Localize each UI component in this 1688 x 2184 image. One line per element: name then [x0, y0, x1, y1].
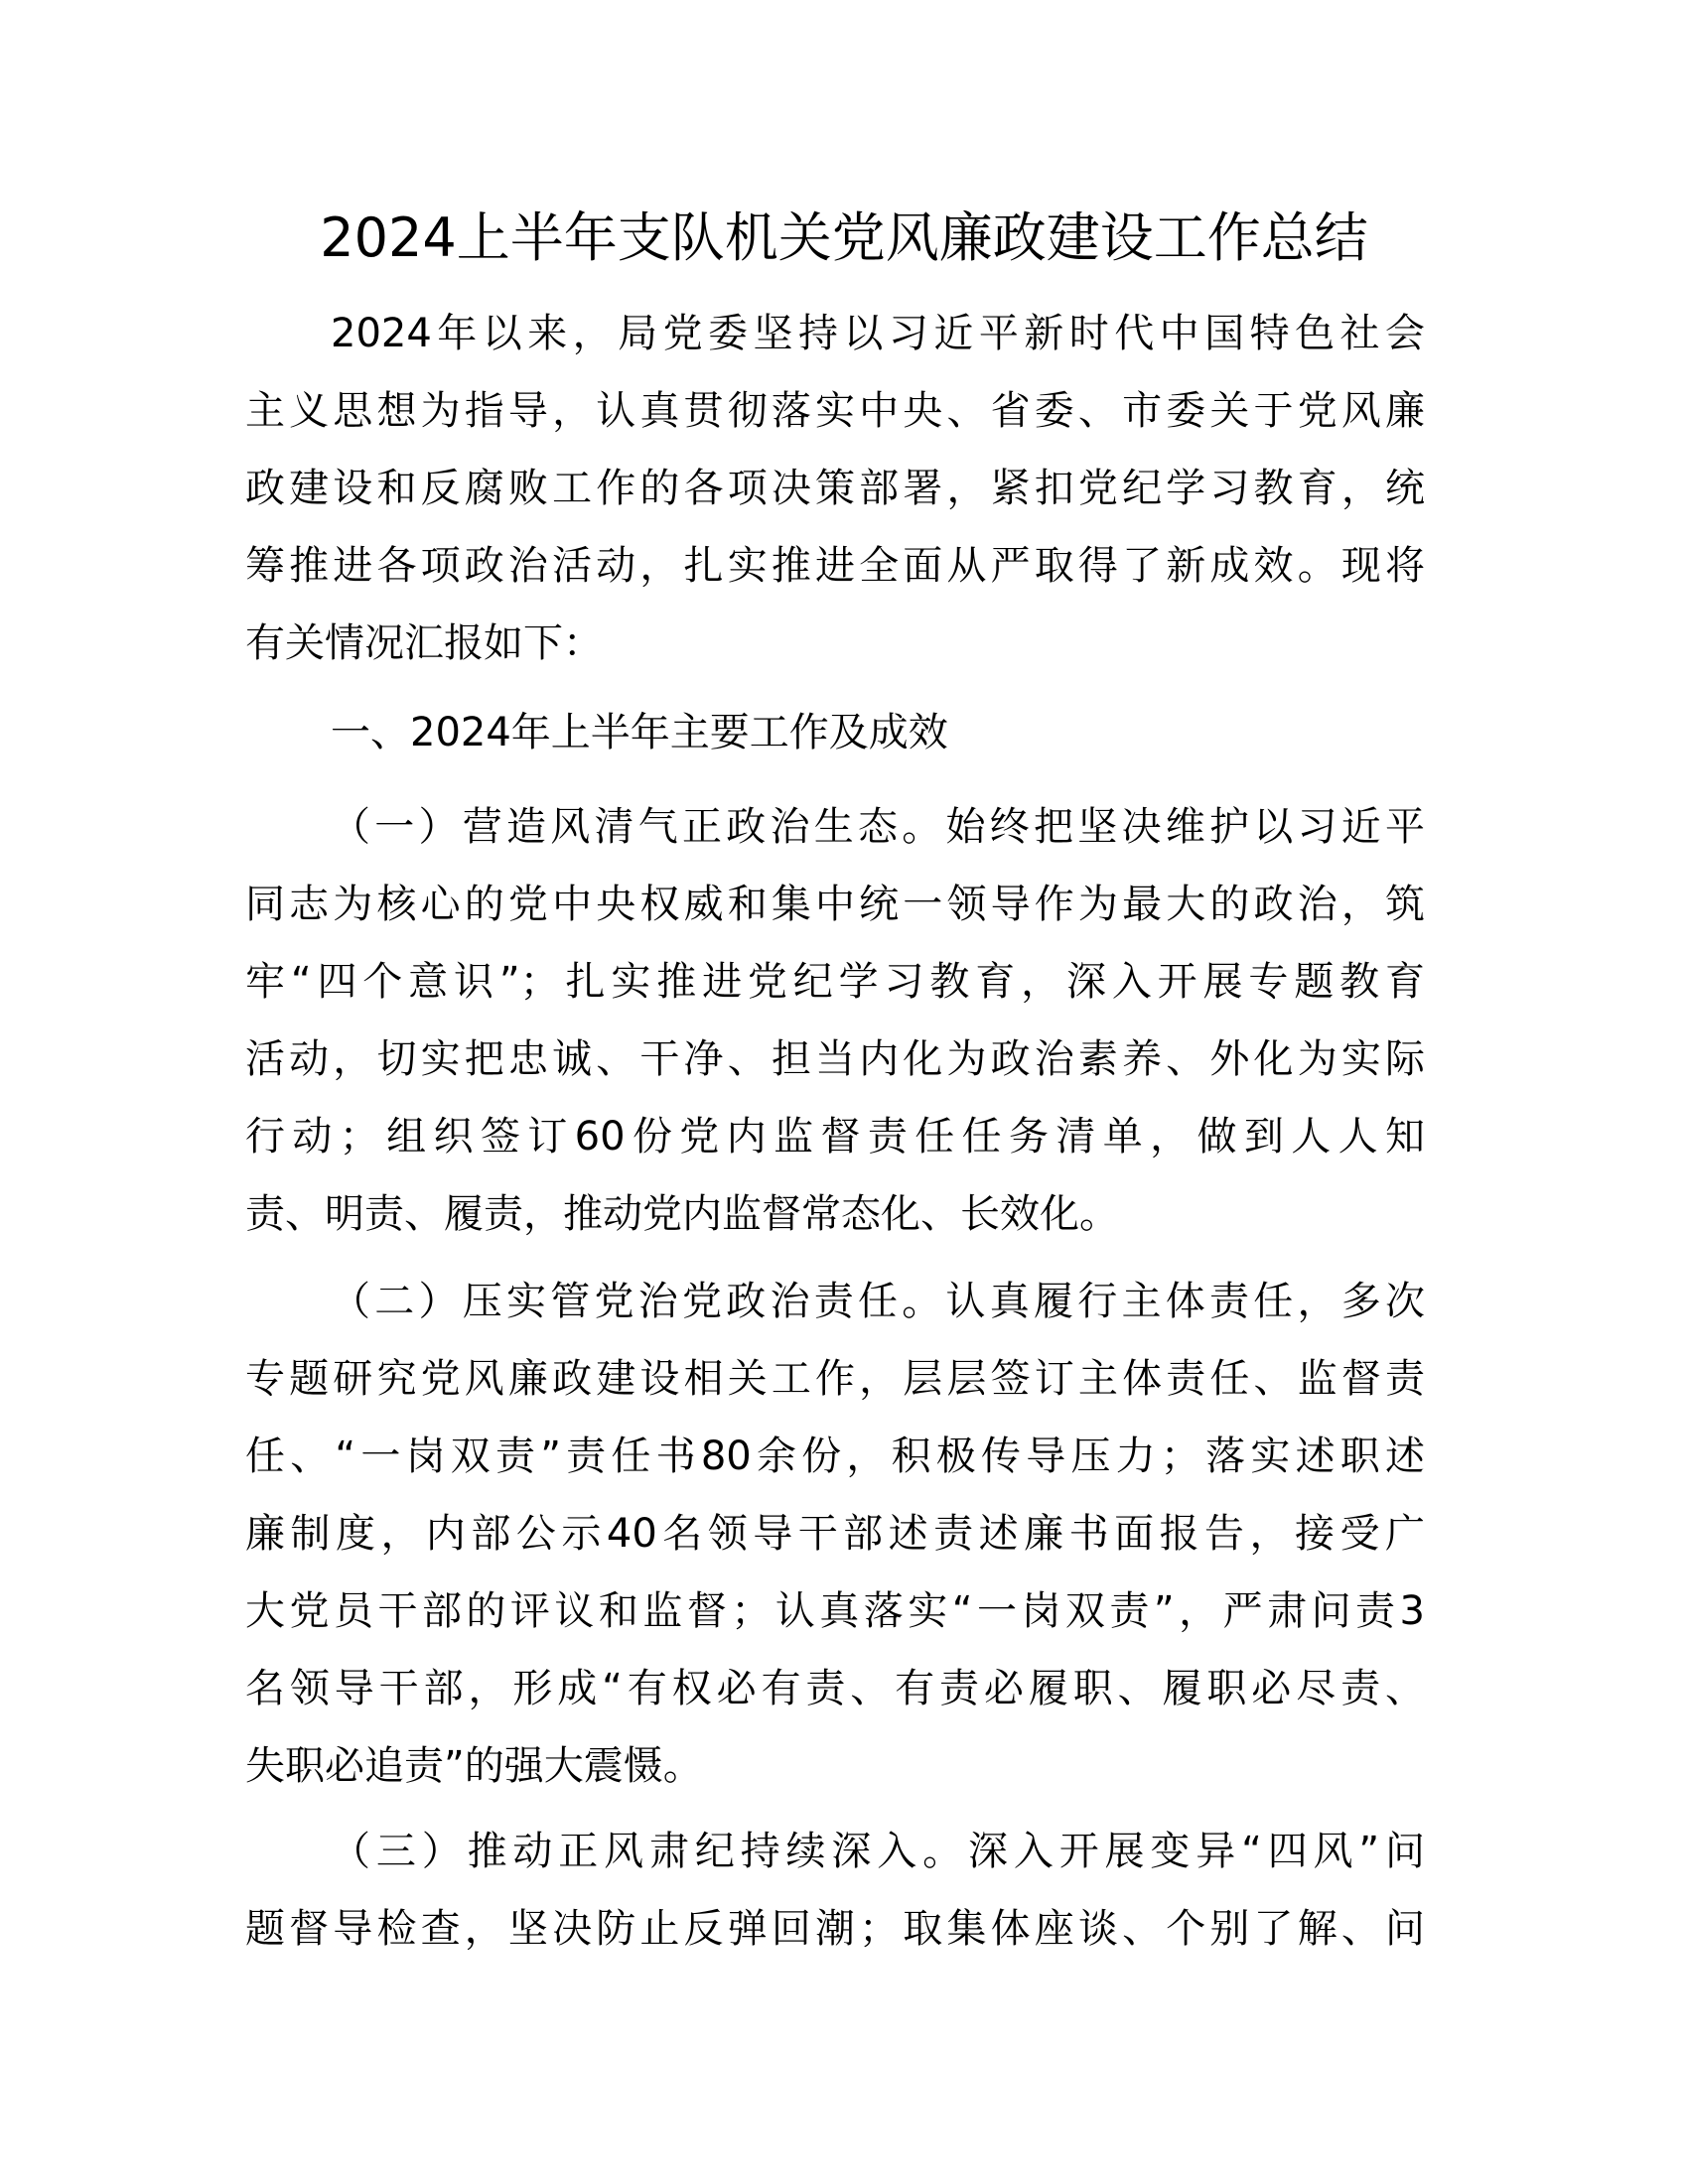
text-line: 责、明责、履责，推动党内监督常态化、长效化。	[245, 1191, 1119, 1237]
text-line: （三）推动正风肃纪持续深入。深入开展变异“四风”问	[331, 1829, 1425, 1874]
text-line: 大党员干部的评议和监督；认真落实“一岗双责”，严肃问责3	[245, 1588, 1425, 1634]
text-line: 牢“四个意识”；扎实推进党纪学习教育，深入开展专题教育	[245, 959, 1425, 1005]
text-line: 有关情况汇报如下：	[245, 620, 603, 666]
text-line: 筹推进各项政治活动，扎实推进全面从严取得了新成效。现将	[245, 543, 1425, 589]
text-line: 廉制度，内部公示40名领导干部述责述廉书面报告，接受广	[245, 1511, 1425, 1557]
text-line: 任、“一岗双责”责任书80余份，积极传导压力；落实述职述	[245, 1433, 1425, 1479]
intro-paragraph	[245, 295, 1425, 682]
text-line: 政建设和反腐败工作的各项决策部署，紧扣党纪学习教育，统	[245, 466, 1425, 511]
text-line: 名领导干部，形成“有权必有责、有责必履职、履职必尽责、	[245, 1666, 1425, 1711]
text-line: （二）压实管党治党政治责任。认真履行主体责任，多次	[331, 1279, 1425, 1324]
text-line: （一）营造风清气正政治生态。始终把坚决维护以习近平	[331, 804, 1425, 850]
text-line: 失职必追责”的强大震慑。	[245, 1743, 703, 1789]
text-line: 活动，切实把忠诚、干净、担当内化为政治素养、外化为实际	[245, 1036, 1425, 1082]
subsection-3-paragraph	[245, 1813, 1425, 1968]
text-line: 题督导检查，坚决防止反弹回潮；取集体座谈、个别了解、问	[245, 1906, 1425, 1952]
text-line: 主义思想为指导，认真贯彻落实中央、省委、市委关于党风廉	[245, 388, 1425, 434]
section-heading-1	[245, 694, 1425, 771]
subsection-2-paragraph	[245, 1263, 1425, 1805]
text-line: 一、2024年上半年主要工作及成效	[331, 710, 948, 755]
text-line: 行动；组织签订60份党内监督责任任务清单，做到人人知	[245, 1114, 1425, 1160]
text-line: 同志为核心的党中央权威和集中统一领导作为最大的政治，筑	[245, 882, 1425, 927]
document-title: 2024上半年支队机关党风廉政建设工作总结	[320, 206, 1368, 269]
text-line: 2024年以来，局党委坚持以习近平新时代中国特色社会	[331, 311, 1425, 356]
text-line: 专题研究党风廉政建设相关工作，层层签订主体责任、监督责	[245, 1356, 1425, 1402]
subsection-1-paragraph	[245, 788, 1425, 1253]
